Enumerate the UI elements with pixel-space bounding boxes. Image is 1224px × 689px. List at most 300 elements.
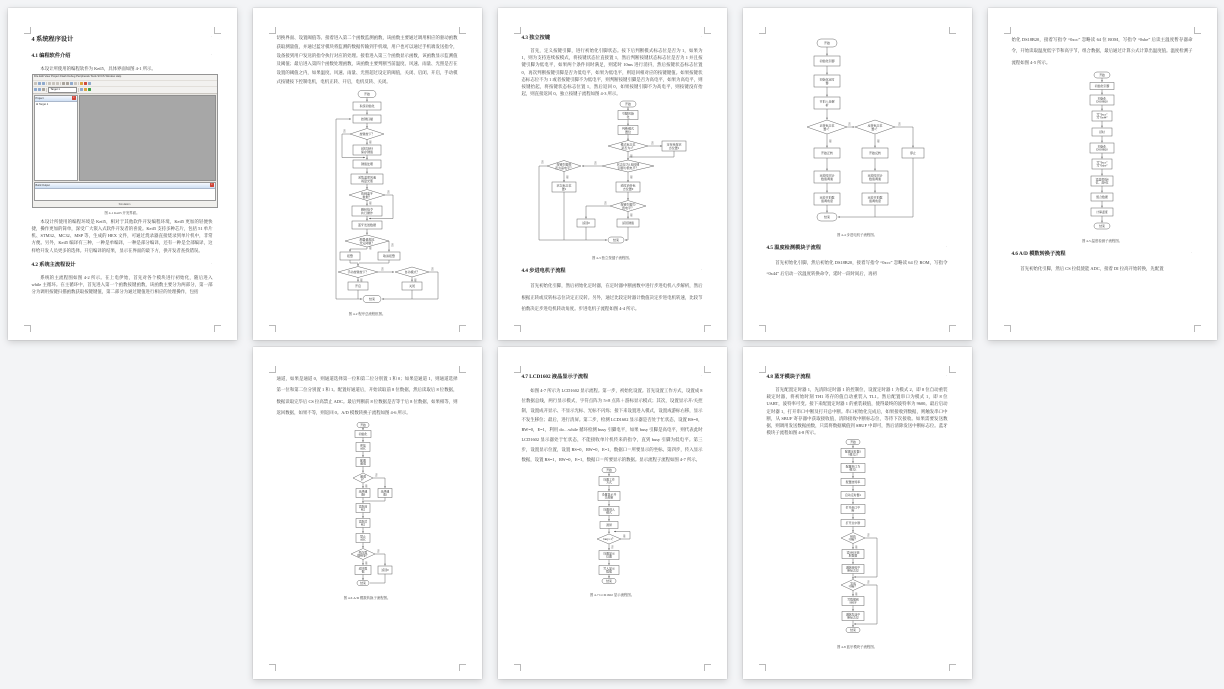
paragraph-mark: · xyxy=(701,373,703,378)
svg-text:是: 是 xyxy=(855,546,858,550)
svg-text:初始化: 初始化 xyxy=(1097,96,1107,101)
svg-text:设置显示开: 设置显示开 xyxy=(601,492,617,497)
cut-icon xyxy=(48,82,51,85)
keil-project-panel xyxy=(34,95,78,181)
svg-text:自动模式？: 自动模式？ xyxy=(404,269,420,274)
svg-text:状态标志位: 状态标志位 xyxy=(556,183,572,188)
body-paragraph: 首先配置定时器 1，先清除定时器 1 的控制位，设置定时器 1 为模式 2，即 8 位自动重装载定时器，将初始时刻 TH1 寄存的值自动重装入 TL1。然后配置串口为模式 1，即 8 位 UART，波特率可变。接下来配置定时器 1 的重装载值，使得最终的波特率为 9600。最后启动定时器 1，打开串口中断及打开总中断。串口初始化完成后，如果接收到数据，则触发串口中断，从 SBUF 寄存器中获取接收值，清除接收中断标志位，等待下次接收。如果需要发送数据，则调用发送数据函数，只需将数据赋值到 SBUF 中即可，然后清除发送中断标志位。蓝牙模块子流程如图 4-8 所示。 xyxy=(766,387,948,436)
svg-text:使能: 使能 xyxy=(360,442,366,447)
svg-text:比较节拍数: 比较节拍数 xyxy=(819,195,835,200)
keil-editor-area xyxy=(79,95,216,181)
section-heading-4-5: · 4.5 温度检测模块子流程 xyxy=(766,244,948,251)
svg-text:延时消抖: 延时消抖 xyxy=(360,146,374,151)
figure-4-7[interactable] xyxy=(522,466,703,591)
margin-mark xyxy=(1194,27,1201,34)
margin-mark xyxy=(704,664,711,671)
section-heading-4-1: · 4.1 编程软件介绍 xyxy=(31,52,213,59)
svg-text:数值调速: 数值调速 xyxy=(868,176,882,181)
svg-text:DS18B20: DS18B20 xyxy=(1096,147,1108,152)
figure-caption-4-5: 图 4-5 温度检测子流程图。 xyxy=(1081,239,1123,244)
page-2[interactable] xyxy=(253,8,482,340)
build-output-header xyxy=(35,183,215,189)
svg-text:手动按键按下？: 手动按键按下？ xyxy=(347,269,369,274)
svg-text:开始: 开始 xyxy=(624,102,632,107)
svg-text:是: 是 xyxy=(365,484,368,488)
svg-text:否: 否 xyxy=(594,162,597,166)
svg-text:比较时间计: 比较时间计 xyxy=(867,173,883,178)
svg-text:置位: 置位 xyxy=(624,130,632,135)
margin-mark xyxy=(514,366,521,373)
svg-text:读取前: 读取前 xyxy=(358,503,368,508)
svg-text:是: 是 xyxy=(630,176,633,180)
svg-text:断: 断 xyxy=(851,509,855,514)
figure-caption-4-7: 图 4-7 LCD1602 显示流程图。 xyxy=(589,593,635,598)
paragraph-mark: · xyxy=(701,267,703,273)
keil-build-output-panel xyxy=(34,182,216,201)
body-paragraph: 首先初始化引脚，然后初始化 DS18B20，接着写指令 “0xcc” 忽略读 64 位 ROM，写指令 “0x44” 后启动一次温度转换命令，延时一段时间后，再初 xyxy=(766,260,948,277)
svg-text:断标志位: 断标志位 xyxy=(847,569,859,574)
svg-text:结束: 结束 xyxy=(606,579,612,584)
svg-text:清屏: 清屏 xyxy=(606,523,612,528)
svg-text:解析指令: 解析指令 xyxy=(360,207,374,212)
margin-mark xyxy=(1194,325,1201,332)
svg-text:是: 是 xyxy=(360,278,363,282)
svg-text:读取后: 读取后 xyxy=(358,518,368,523)
margin-mark xyxy=(459,664,466,671)
svg-text:是: 是 xyxy=(414,278,417,282)
svg-text:测量值超过: 测量值超过 xyxy=(359,237,375,242)
page-row-2 xyxy=(0,347,1224,679)
svg-text:SBUF: SBUF xyxy=(849,601,857,606)
keil-main-area xyxy=(33,93,217,182)
flowchart-independent-key xyxy=(528,99,696,249)
svg-text:设置显示: 设置显示 xyxy=(603,551,615,556)
svg-text:打开串口中: 打开串口中 xyxy=(845,505,861,510)
section-heading-4-4: · 4.4 步进电机子流程 xyxy=(521,267,703,275)
figure-4-4[interactable] xyxy=(767,36,948,231)
svg-text:值调角度: 值调角度 xyxy=(868,198,882,203)
svg-text:DS18B20: DS18B20 xyxy=(1096,99,1108,104)
figure-caption-4-8: 图 4-8 蓝牙模块子流程图。 xyxy=(836,645,878,650)
svg-text:系统初始化: 系统初始化 xyxy=(359,103,375,108)
svg-text:0？: 0？ xyxy=(360,477,366,482)
breakpoint-icon xyxy=(80,82,83,85)
flash-icon xyxy=(80,88,83,91)
toolbar-separator xyxy=(46,88,47,92)
section-heading-4-7: · 4.7 LCD1602 液晶显示子流程 xyxy=(521,373,703,380)
body-paragraph: 系统的主流程图如图 4-2 所示。在上电伊始，首先对各个模块进行初始化，随后进入 while 主循环。在主循环中，首先进入第一个函数按键函数，该函数主要分为两部分，第一部分为调用按键扫描函数获取按键键值，第二部分为通过键值进行相应的处理操作，包括 xyxy=(31,274,213,295)
svg-text:结束: 结束 xyxy=(612,238,620,243)
svg-text:写数据到: 写数据到 xyxy=(847,597,859,602)
svg-text:是: 是 xyxy=(369,140,372,144)
build-output-title: Build Output xyxy=(35,183,50,187)
svg-text:按键引脚是: 按键引脚是 xyxy=(556,162,572,167)
svg-text:否: 否 xyxy=(867,581,870,585)
body-paragraph: 首先，定义按键引脚，进行初始化引脚状态。按下后判断模式标志位是否为 1，如果为 1，则为支持连续按模式，将按键状态位直接置 1，然后判断按键状态标志位是否为 1 并且按键引脚为低电平，如果两个条件同时满足，则延时 10ms 进行消抖，然后按键状态标志位置 0，再次判断按键引脚是否为低电平，如果为低电平，则返回相对应的按键键值。如果按键状态标志位不为 1 或者按键引脚不为低电平，则判断按键引脚是否为高电平，如果为高电平，则按键抬起，将按键状态标志位置 1，然后返回 0，如果按键引脚不为高电平，则按键没有抬起，则直接返回 0。独立按键子流程如图 4-3 所示。 xyxy=(521,48,703,97)
toolbar-separator xyxy=(46,82,47,86)
svg-text:按键按下？: 按键按下？ xyxy=(359,131,375,136)
svg-text:模式1: 模式1 xyxy=(849,468,857,473)
svg-text:据: 据 xyxy=(361,569,365,574)
svg-text:8位: 8位 xyxy=(360,507,366,512)
paste-icon xyxy=(56,82,59,85)
svg-text:否: 否 xyxy=(867,534,870,538)
svg-text:开始: 开始 xyxy=(606,468,612,473)
flowchart-main-program xyxy=(292,89,442,305)
body-paragraph: 本设计所使用的编程软件为 Keil5，具体界面如图 4-1 所示。 xyxy=(40,66,156,71)
bookmark-icon xyxy=(74,82,77,85)
svg-text:取消报警: 取消报警 xyxy=(382,253,396,258)
svg-text:否: 否 xyxy=(651,142,654,146)
svg-text:按键引脚为: 按键引脚为 xyxy=(620,202,636,207)
paragraph-mark: · xyxy=(946,244,948,249)
svg-text:析: 析 xyxy=(825,102,829,107)
margin-mark xyxy=(949,27,956,34)
page-row-1 xyxy=(0,8,1224,340)
svg-text:报警: 报警 xyxy=(346,253,354,258)
svg-text:停止: 停止 xyxy=(909,151,917,156)
svg-text:初始化: 初始化 xyxy=(358,431,368,436)
svg-text:据相等？: 据相等？ xyxy=(357,553,369,558)
margin-mark xyxy=(704,27,711,34)
section-heading-4-3: · 4.3 独立按键 xyxy=(521,34,703,41)
svg-text:开始: 开始 xyxy=(850,440,856,445)
svg-text:ADC: ADC xyxy=(359,537,367,542)
margin-mark xyxy=(459,366,466,373)
svg-text:设置工作: 设置工作 xyxy=(603,477,615,482)
flowchart-stepper-motor xyxy=(787,36,927,226)
paragraph-mark: · xyxy=(1191,250,1193,256)
figure-4-3[interactable] xyxy=(522,99,703,254)
svg-text:数据？: 数据？ xyxy=(362,194,372,199)
paragraph-mark: · xyxy=(211,52,213,57)
svg-text:写“0xcc”: 写“0xcc” xyxy=(1096,160,1108,165)
svg-text:取数据: 取数据 xyxy=(848,554,858,559)
svg-text:是: 是 xyxy=(566,176,569,180)
chapter-heading: · 4 系统程序设计 xyxy=(31,34,213,43)
figure-caption-4-2: 图 4-2 程序总流程框图。 xyxy=(348,311,386,316)
svg-text:否: 否 xyxy=(604,202,607,206)
svg-text:是: 是 xyxy=(369,246,372,250)
svg-text:初始化引脚: 初始化引脚 xyxy=(819,59,835,64)
figure-caption-4-1: 图 4-1 Keil5 开发界面。 xyxy=(104,210,140,215)
svg-text:清除接收中: 清除接收中 xyxy=(845,565,861,570)
svg-text:否: 否 xyxy=(375,473,378,477)
body-paragraph: 首先初始化引脚，然后初始化定时器，在定时器中断函数中进行步进电机八步解析，然后根据正转或反转标志位决定正反转。另外，通过比较定时器计数值决定步进电机转速，比较节拍数决定步进电机转动角度。步进电机子流程如图 4-4 所示。 xyxy=(521,283,703,312)
project-tree-item: ⊞ Target 1 xyxy=(36,102,49,106)
svg-text:置1: 置1 xyxy=(561,187,567,192)
svg-text:结束: 结束 xyxy=(850,628,856,633)
svg-text:是: 是 xyxy=(623,535,626,539)
svg-text:结束: 结束 xyxy=(368,296,376,301)
toolbar-separator xyxy=(78,88,79,92)
margin-mark xyxy=(24,27,31,34)
margin-mark xyxy=(269,27,276,34)
margin-mark xyxy=(759,366,766,373)
close-icon: × xyxy=(210,183,213,187)
svg-text:读SBUF获: 读SBUF获 xyxy=(846,550,860,555)
svg-text:返回键值: 返回键值 xyxy=(621,221,635,226)
figure-caption-4-3: 图 4-3 独立按键子流程图。 xyxy=(591,256,633,261)
figure-caption-4-6: 图 4-6 A/D 模数转换子流程图。 xyxy=(343,595,391,600)
svg-text:支持连按状: 支持连按状 xyxy=(666,142,682,147)
svg-text:方式: 方式 xyxy=(606,481,612,486)
svg-text:写入显示: 写入显示 xyxy=(603,566,615,571)
page-1[interactable] xyxy=(8,8,237,340)
paragraph-mark: · xyxy=(701,34,703,39)
svg-text:模式: 模式 xyxy=(606,511,612,516)
svg-text:是否为1？: 是否为1？ xyxy=(621,146,635,151)
svg-text:延时消抖标: 延时消抖标 xyxy=(620,183,636,188)
build-icon xyxy=(34,88,37,91)
svg-text:写“0xcc”: 写“0xcc” xyxy=(1096,112,1108,117)
svg-text:初始化: 初始化 xyxy=(1097,144,1107,149)
margin-mark xyxy=(459,325,466,332)
svg-text:通道: 通道 xyxy=(360,473,366,478)
svg-text:模式标志位: 模式标志位 xyxy=(620,142,636,147)
margin-mark xyxy=(1004,325,1011,332)
close-icon: × xyxy=(72,96,75,100)
margin-mark xyxy=(1004,27,1011,34)
svg-text:蓝牙发送数据: 蓝牙发送数据 xyxy=(357,222,377,227)
svg-text:写“0x44”: 写“0x44” xyxy=(1096,115,1108,120)
redo-icon xyxy=(66,82,69,85)
page-3[interactable] xyxy=(498,8,727,340)
svg-text:选择通: 选择通 xyxy=(358,488,368,493)
svg-text:结束: 结束 xyxy=(1099,224,1105,229)
svg-text:采集温度风速: 采集温度风速 xyxy=(357,175,377,180)
svg-text:接收: 接收 xyxy=(850,534,856,539)
page-5[interactable] xyxy=(988,8,1217,340)
svg-text:延时: 延时 xyxy=(1099,130,1105,135)
svg-text:8位: 8位 xyxy=(360,522,366,527)
svg-text:是: 是 xyxy=(829,140,832,143)
paragraph-mark: · xyxy=(211,34,213,39)
margin-mark xyxy=(214,325,221,332)
magics-icon xyxy=(84,88,87,91)
svg-text:引脚初始: 引脚初始 xyxy=(621,111,635,116)
body-paragraph: 切换界面、设置阈值等。接着进入第二个函数监测函数，该函数主要通过调用相应的驱动函数获取测量值，并通过蓝牙模块将监测的数据传输到手机端，用户也可以通过手机端发送指令，设备接到用户发送的指令执行对应的处理。接着进入第三个函数显示函数，该函数显示监测值及阈值；最后进入第四个函数处理函数，该函数主要判断当前温度、风速、雨量、光照是否在设置的阈值之内，如果温度、风速、雨量、光照超过设定的阈值，关闭、启闭、开启，手动模式按键按下控制电机，电机正转、开启，电机反转、关闭。 xyxy=(276,35,458,84)
open-file-icon xyxy=(38,82,41,85)
margin-mark xyxy=(514,664,521,671)
svg-text:化: 化 xyxy=(626,115,630,120)
toolbar-separator xyxy=(78,82,79,86)
svg-text:否: 否 xyxy=(343,129,346,133)
svg-text:结束: 结束 xyxy=(360,580,366,585)
save-icon xyxy=(42,82,45,85)
margin-mark xyxy=(269,366,276,373)
svg-text:组合数据: 组合数据 xyxy=(1096,195,1108,200)
svg-text:比较时间计: 比较时间计 xyxy=(819,173,835,178)
svg-text:执行操作: 执行操作 xyxy=(360,210,374,215)
svg-text:通道: 通道 xyxy=(360,461,366,466)
svg-text:初始化引脚: 初始化引脚 xyxy=(1094,84,1110,89)
svg-text:数据: 数据 xyxy=(606,570,612,575)
svg-text:断标志位: 断标志位 xyxy=(847,616,859,621)
body-paragraph: 本设计所使用的编程环境是 Keil5，相对于其他软件开发编程环境，Keil5 更加的轻便快捷，操作更加的简单，深受广大嵌入式软件开发者的喜爱。Keil5 支持多种芯片，包括 51 单片机、STM32、MC32、MSP 等，生成的 HEX 文件，可通过烧录器直接烧录到单片机中，非常方便。另外，Keil5 编译有三种，一种是单编译，一种是部分编译，还有一种是全部编译，这样给开发人员更多的选择。开启编译的结果，显示在界面的最下方，供开发者查找错误。 xyxy=(31,218,213,253)
svg-text:否为高电平？: 否为高电平？ xyxy=(554,166,574,171)
body-paragraph: 首先初始化引脚，然后 CS 拉低使能 ADC，接着 DI 拉高开始转换，先配置 xyxy=(1020,266,1164,272)
copy-icon xyxy=(52,82,55,85)
svg-text:选择通: 选择通 xyxy=(380,488,390,493)
figure-4-2[interactable] xyxy=(277,89,458,310)
svg-text:配置串口为: 配置串口为 xyxy=(845,464,861,469)
new-file-icon xyxy=(34,82,37,85)
svg-text:否: 否 xyxy=(611,546,614,550)
svg-text:按键扫描: 按键扫描 xyxy=(360,116,374,121)
svg-text:节拍八步解: 节拍八步解 xyxy=(819,99,835,104)
section-heading-4-8: · 4.8 蓝牙模块子流程 xyxy=(766,373,948,380)
run-icon xyxy=(88,88,91,91)
page-6[interactable] xyxy=(253,347,482,679)
project-panel-title: Project xyxy=(35,96,44,100)
margin-mark xyxy=(514,27,521,34)
svg-text:开始: 开始 xyxy=(363,91,371,96)
svg-text:否: 否 xyxy=(431,267,434,271)
svg-text:否: 否 xyxy=(377,549,380,553)
svg-text:位、高8位: 位、高8位 xyxy=(1095,180,1109,185)
section-heading-4-2: · 4.2 系统主流程设计 xyxy=(31,260,213,268)
options-icon xyxy=(88,82,91,85)
svg-text:清除发送中: 清除发送中 xyxy=(845,612,861,617)
margin-mark xyxy=(949,664,956,671)
svg-text:开始: 开始 xyxy=(1099,73,1105,78)
paragraph-mark: · xyxy=(211,260,213,266)
svg-text:启动定时器1: 启动定时器1 xyxy=(845,493,861,498)
keil-ide-screenshot[interactable] xyxy=(32,74,218,208)
svg-text:正转标志位: 正转标志位 xyxy=(819,123,835,128)
figure-4-5[interactable] xyxy=(1012,70,1193,237)
svg-text:（模式2）: （模式2） xyxy=(846,453,860,458)
svg-text:反转标志位: 反转标志位 xyxy=(867,123,883,128)
svg-text:返回数: 返回数 xyxy=(358,565,368,570)
svg-text:否: 否 xyxy=(391,243,394,247)
svg-text:关控制: 关控制 xyxy=(604,496,614,501)
svg-text:否: 否 xyxy=(898,123,901,126)
svg-text:否: 否 xyxy=(541,161,544,165)
svg-text:低电平？: 低电平？ xyxy=(621,206,635,211)
body-paragraph: 如图 4-7 所示为 LCD1602 显示流程。第一步，初始化设置。首先设置工作方式，设置成 8 位数据总线，两行显示模式，字符点阵为 5×8 点阵＋游标显示模式；其次，设置显示开/关控制，设置成开显示、不显示光标、光标不闪烁；接下来设置进入模式，设置成游标右移，显示不发生移位；最后，进行清屏。第二步，检测 LCD1602 显示器是否处于忙状态，设置 RS=0，RW=0，E=1，利用 do…while 循环检测 busy 引脚电平，如果 busy 引脚是高电平，则代表此时 LCD1602 显示器处于忙状态，不能接收单片机传来的指令，直到 busy 引脚为低电平。第三步，设置显示位置，设置 RS=0，RW=0，E=1，数据口＝所要显示的坐标。第四步，传入显示数据，设置 RS=1，RW=0，E=1，数据口＝所要显示的数据。显示流程子流程如图 4-7 所示。 xyxy=(521,388,703,462)
svg-text:是: 是 xyxy=(855,593,858,597)
svg-text:是: 是 xyxy=(630,155,633,159)
page-4[interactable] xyxy=(743,8,972,340)
svg-text:禁止: 禁止 xyxy=(360,533,366,538)
margin-mark xyxy=(24,325,31,332)
keil-status-bar: Simulation xyxy=(33,202,217,207)
margin-mark xyxy=(514,325,521,332)
margin-mark xyxy=(759,27,766,34)
svg-text:保存键值: 保存键值 xyxy=(360,149,374,154)
section-heading-4-6: · 4.6 A/D 模数转换子流程 xyxy=(1011,250,1193,258)
svg-text:返回0: 返回0 xyxy=(582,221,590,226)
svg-text:道1: 道1 xyxy=(382,492,388,497)
svg-text:位置: 位置 xyxy=(606,555,612,560)
svg-text:配置定时器1: 配置定时器1 xyxy=(845,449,861,454)
keil-menu-bar: File Edit View Project Flash Debug Peripherals Tools SVCS Window Help xyxy=(34,75,122,79)
svg-text:置1？: 置1？ xyxy=(871,126,879,131)
flowchart-lcd1602 xyxy=(577,466,647,586)
svg-text:结束: 结束 xyxy=(823,215,831,220)
svg-text:设置进入: 设置进入 xyxy=(603,507,615,512)
svg-text:志位置0: 志位置0 xyxy=(622,187,634,192)
svg-text:置1？: 置1？ xyxy=(823,126,831,131)
margin-mark xyxy=(214,27,221,34)
svg-text:开始反转: 开始反转 xyxy=(868,151,882,156)
margin-mark xyxy=(459,27,466,34)
svg-text:开始正转: 开始正转 xyxy=(820,151,834,156)
body-paragraph: 通道，如果是通道 0，则通道选择第一位和第二位分别置 1 和 0；如果是通道 1，则通道选择第一位和第二位分别置 1 和 1。配置好通道后，开始读取前 8 位数据，然后读取后 8 位数据，数据读取完毕后 CS 拉高禁止 ADC。最后判断前 8 位数据是否等于后 8 位数据，如果相等，则返回数据，如果不等，则返回 0。A/D 模数转换子流程如图 4-6 所示。 xyxy=(276,376,458,416)
page-8[interactable] xyxy=(743,347,972,679)
svg-text:读温度低8: 读温度低8 xyxy=(1095,177,1109,182)
svg-text:两次数: 两次数 xyxy=(358,549,368,554)
toolbar-separator xyxy=(60,82,61,86)
svg-text:是: 是 xyxy=(877,140,880,143)
svg-text:器: 器 xyxy=(825,80,829,85)
margin-mark xyxy=(704,366,711,373)
margin-mark xyxy=(269,664,276,671)
margin-mark xyxy=(269,325,276,332)
svg-text:ADC: ADC xyxy=(359,446,367,451)
svg-text:雨量光照: 雨量光照 xyxy=(360,178,374,183)
paragraph-mark: · xyxy=(946,373,948,378)
flowchart-temperature xyxy=(1072,70,1132,232)
svg-text:键值处理: 键值处理 xyxy=(360,161,374,166)
svg-text:状态位为1且按键: 状态位为1且按键 xyxy=(616,162,640,167)
flowchart-adc xyxy=(327,421,407,589)
svg-text:配置: 配置 xyxy=(360,457,366,462)
svg-text:配置波特率: 配置波特率 xyxy=(845,480,861,485)
svg-text:数值调速: 数值调速 xyxy=(820,176,834,181)
page-7[interactable] xyxy=(498,347,727,679)
svg-text:是: 是 xyxy=(365,561,368,565)
svg-text:计算温度: 计算温度 xyxy=(1096,210,1108,215)
body-paragraph: 始化 DS18B20，接着写指令 “0xcc” 忽略读 64 位 ROM，写指令 “0xbe” 后读主温度暂存器命令，开始读取温度低字节和高字节，组合数据，最后通过计算公式计算出温度值。温度检测子流程如图 4-5 所示。 xyxy=(1011,37,1193,65)
svg-text:值调角度: 值调角度 xyxy=(820,198,834,203)
margin-mark xyxy=(949,325,956,332)
find-icon xyxy=(70,82,73,85)
figure-caption-4-4: 图 4-4 步进电机子流程图。 xyxy=(836,233,878,237)
svg-text:中断？: 中断？ xyxy=(848,585,858,590)
margin-mark xyxy=(759,325,766,332)
svg-text:否: 否 xyxy=(387,190,390,194)
target-select: Target 1 xyxy=(48,87,77,93)
rebuild-icon xyxy=(38,88,41,91)
svg-text:引脚为低电平？: 引脚为低电平？ xyxy=(617,166,639,171)
svg-text:否: 否 xyxy=(381,267,384,271)
figure-4-6[interactable] xyxy=(277,421,458,594)
svg-text:是: 是 xyxy=(630,214,633,218)
svg-text:道0: 道0 xyxy=(360,492,366,497)
svg-text:开始: 开始 xyxy=(360,422,366,427)
svg-text:是: 是 xyxy=(369,201,372,205)
svg-text:比较节拍数: 比较节拍数 xyxy=(867,195,883,200)
debug-icon xyxy=(84,82,87,85)
svg-text:发送: 发送 xyxy=(850,581,856,586)
figure-4-8[interactable] xyxy=(767,438,948,643)
svg-text:打开总中断: 打开总中断 xyxy=(845,521,861,526)
svg-text:态位置1: 态位置1 xyxy=(668,146,680,151)
flowchart-bluetooth xyxy=(817,438,897,638)
svg-text:收到蓝牙: 收到蓝牙 xyxy=(360,191,374,196)
svg-text:开启: 开启 xyxy=(354,283,362,288)
margin-mark xyxy=(949,366,956,373)
svg-text:开始: 开始 xyxy=(823,41,831,46)
svg-text:返回0: 返回0 xyxy=(381,567,389,572)
svg-text:判断模式: 判断模式 xyxy=(621,126,635,131)
margin-mark xyxy=(759,664,766,671)
svg-text:中断？: 中断？ xyxy=(848,538,858,543)
svg-text:写“0xbe”: 写“0xbe” xyxy=(1096,163,1108,168)
